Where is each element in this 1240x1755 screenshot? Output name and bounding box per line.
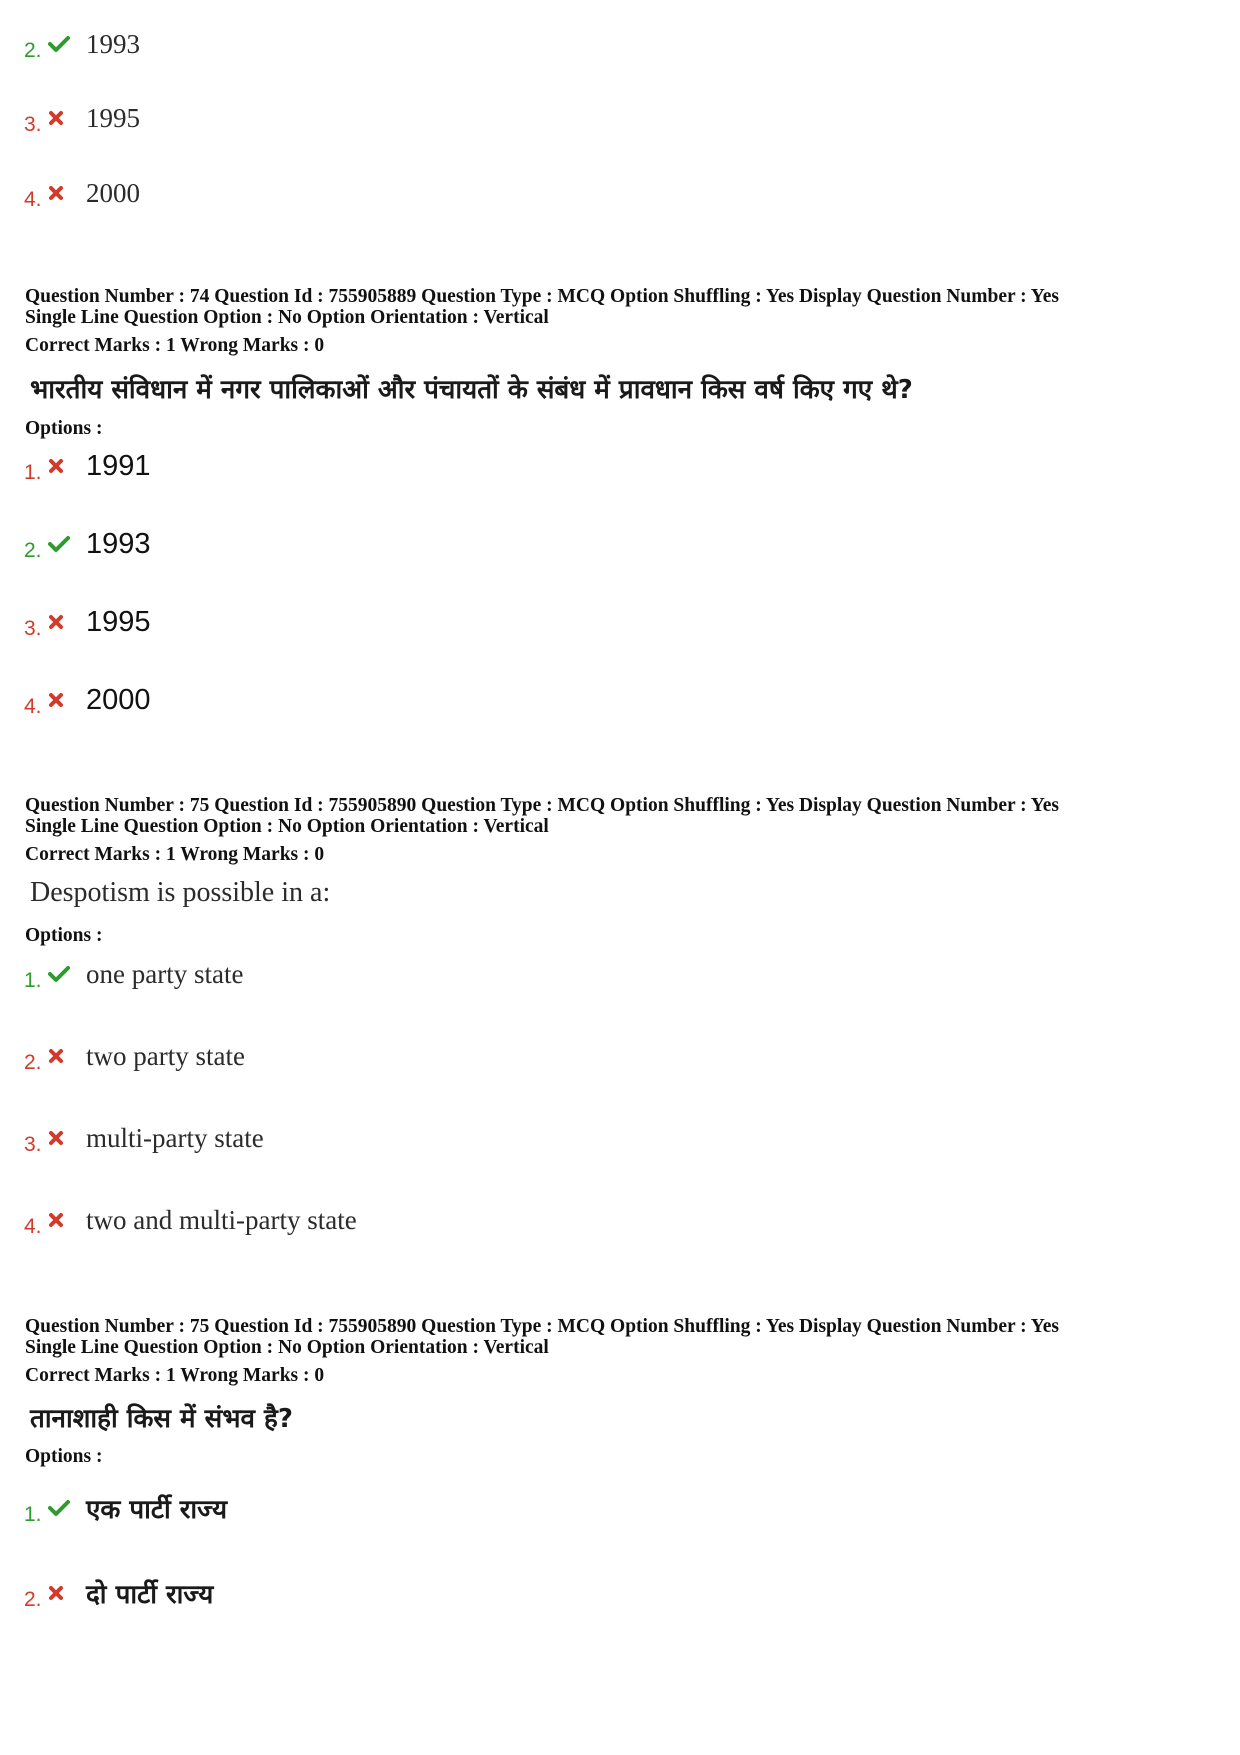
option-text: 1993	[86, 527, 151, 560]
option-row	[24, 1573, 213, 1613]
cross-icon	[48, 454, 86, 478]
question-meta-line: Question Number : 75 Question Id : 755905890 Question Type : MCQ Option Shuffling : Yes Display Question Number : Yes	[25, 1316, 1059, 1337]
option-row	[24, 24, 140, 64]
option-number: 2.	[24, 1051, 42, 1074]
question-meta-line: Question Number : 74 Question Id : 755905889 Question Type : MCQ Option Shuffling : Yes Display Question Number : Yes	[25, 286, 1059, 307]
options-label: Options :	[25, 925, 103, 946]
option-number: 1.	[24, 969, 42, 992]
check-icon	[48, 532, 86, 556]
option-number: 3.	[24, 113, 42, 136]
option-text: 1991	[86, 449, 151, 482]
question-text: भारतीय संविधान में नगर पालिकाओं और पंचायतों के संबंध में प्रावधान किस वर्ष किए गए थे?	[30, 375, 913, 405]
option-row	[24, 98, 140, 138]
option-row	[24, 954, 243, 994]
option-text: एक पार्टी राज्य	[86, 1495, 228, 1525]
option-row	[24, 1488, 227, 1528]
option-text: 2000	[86, 683, 151, 716]
question-meta-line: Single Line Question Option : No Option Orientation : Vertical	[25, 1337, 549, 1358]
cross-icon	[48, 1126, 86, 1150]
question-meta-line: Single Line Question Option : No Option Orientation : Vertical	[25, 816, 549, 837]
option-number: 2.	[24, 1588, 42, 1611]
option-number: 3.	[24, 1133, 42, 1156]
options-label: Options :	[25, 418, 103, 439]
option-number: 1.	[24, 1503, 42, 1526]
option-text: 1993	[86, 28, 140, 59]
cross-icon	[48, 106, 86, 130]
option-row	[24, 173, 140, 213]
option-row	[24, 524, 151, 564]
marks-line: Correct Marks : 1 Wrong Marks : 0	[25, 1365, 325, 1386]
cross-icon	[48, 181, 86, 205]
option-text: 1995	[86, 605, 151, 638]
question-meta-line: Single Line Question Option : No Option Orientation : Vertical	[25, 307, 549, 328]
option-text: multi-party state	[86, 1122, 264, 1153]
option-text: दो पार्टी राज्य	[86, 1580, 214, 1610]
option-number: 4.	[24, 695, 42, 718]
option-text: one party state	[86, 958, 244, 989]
question-meta	[25, 286, 1059, 328]
option-number: 2.	[24, 539, 42, 562]
option-number: 1.	[24, 461, 42, 484]
cross-icon	[48, 1208, 86, 1232]
question-text: तानाशाही किस में संभव है?	[30, 1404, 293, 1434]
option-row	[24, 1118, 264, 1158]
option-text: two party state	[86, 1040, 245, 1071]
cross-icon	[48, 1044, 86, 1068]
option-row	[24, 446, 151, 486]
options-label: Options :	[25, 1446, 103, 1467]
option-number: 4.	[24, 188, 42, 211]
marks-line: Correct Marks : 1 Wrong Marks : 0	[25, 844, 325, 865]
option-row	[24, 602, 151, 642]
check-icon	[48, 1496, 86, 1520]
option-text: two and multi-party state	[86, 1204, 357, 1235]
cross-icon	[48, 610, 86, 634]
question-text: Despotism is possible in a:	[30, 877, 331, 908]
cross-icon	[48, 688, 86, 712]
option-number: 2.	[24, 39, 42, 62]
option-text: 1995	[86, 102, 140, 133]
option-number: 3.	[24, 617, 42, 640]
check-icon	[48, 32, 86, 56]
option-number: 4.	[24, 1215, 42, 1238]
question-meta	[25, 795, 1059, 837]
question-meta	[25, 1316, 1059, 1358]
option-row	[24, 680, 151, 720]
cross-icon	[48, 1581, 86, 1605]
check-icon	[48, 962, 86, 986]
option-text: 2000	[86, 177, 140, 208]
option-row	[24, 1200, 357, 1240]
question-meta-line: Question Number : 75 Question Id : 755905890 Question Type : MCQ Option Shuffling : Yes Display Question Number : Yes	[25, 795, 1059, 816]
option-row	[24, 1036, 245, 1076]
marks-line: Correct Marks : 1 Wrong Marks : 0	[25, 335, 325, 356]
